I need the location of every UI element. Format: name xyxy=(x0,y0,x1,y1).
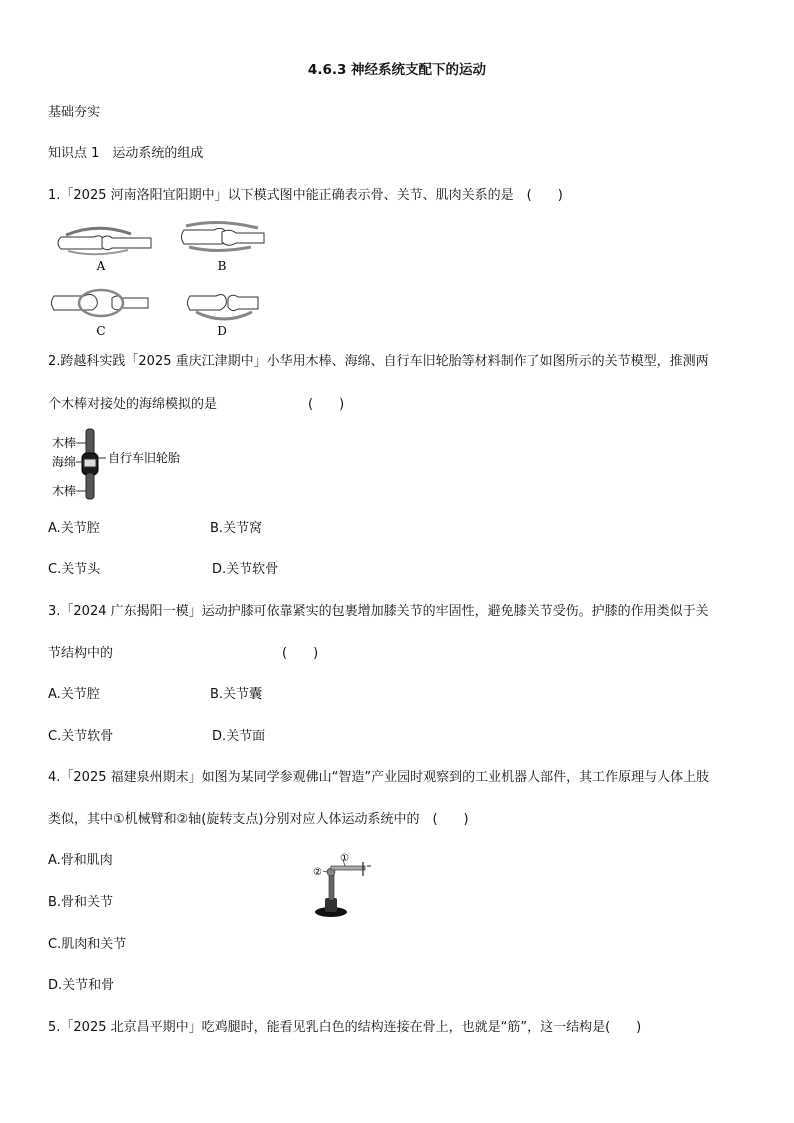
question-4-stem-line-2: 类似，其中①机械臂和②轴(旋转支点)分别对应人体运动系统中的 ( ) xyxy=(48,812,469,827)
label-arm-number: ① xyxy=(340,853,349,864)
question-3-option-b: B.关节囊 xyxy=(210,687,263,702)
question-3-option-a: A.关节腔 xyxy=(48,687,100,702)
label-axis-number: ② xyxy=(313,867,322,878)
question-5-stem: 5.「2025 北京昌平期中」吃鸡腿时，能看见乳白色的结构连接在骨上，也就是“筋”，这一结构是( ) xyxy=(48,1020,642,1035)
figure-c-bones xyxy=(52,290,149,316)
figure-a-bones xyxy=(58,228,151,254)
figure-label-b: B xyxy=(217,259,227,273)
question-2-stem-line-2: 个木棒对接处的海绵模拟的是 ( ) xyxy=(48,397,345,412)
knowledge-point-heading: 知识点 1 运动系统的组成 xyxy=(48,146,204,161)
question-1-stem: 1.「2025 河南洛阳宜阳期中」以下模式图中能正确表示骨、关节、肌肉关系的是 ( ) xyxy=(48,188,563,203)
question-3-stem-line-1: 3.「2024 广东揭阳一模」运动护膝可依靠紧实的包裹增加膝关节的牢固性，避免膝关节受伤。护膝的作用类似于关 xyxy=(48,604,709,619)
question-2-option-a: A.关节腔 xyxy=(48,521,100,536)
question-2-figure xyxy=(46,425,206,503)
question-2-option-c: C.关节头 xyxy=(48,562,101,577)
question-4-option-b: B.骨和关节 xyxy=(48,895,114,910)
question-2-option-d: D.关节软骨 xyxy=(212,562,279,577)
label-bottom-stick: 木棒 xyxy=(52,484,77,498)
figure-label-c: C xyxy=(96,324,106,338)
figure-label-a: A xyxy=(96,259,106,273)
question-4-robot-figure xyxy=(305,850,380,920)
question-3-option-c: C.关节软骨 xyxy=(48,729,114,744)
sponge xyxy=(84,459,96,467)
figure-d-bones xyxy=(188,295,259,319)
page-title: 4.6.3 神经系统支配下的运动 xyxy=(307,62,487,78)
question-4-option-c: C.肌肉和关节 xyxy=(48,937,127,952)
question-3-stem-line-2: 节结构中的 ( ) xyxy=(48,646,319,661)
label-sponge: 海绵 xyxy=(52,455,77,469)
figure-label-d: D xyxy=(217,324,227,338)
lower-stick xyxy=(86,473,94,499)
question-2-stem-line-1: 2.跨越科实践「2025 重庆江津期中」小华用木棒、海绵、自行车旧轮胎等材料制作了如图所示的关节模型，推测两 xyxy=(48,354,709,369)
question-4-option-d: D.关节和骨 xyxy=(48,978,115,993)
label-tire: 自行车旧轮胎 xyxy=(108,451,181,465)
question-1-figure xyxy=(46,220,276,345)
question-3-option-d: D.关节面 xyxy=(212,729,266,744)
section-heading: 基础夯实 xyxy=(48,105,101,120)
question-4-stem-line-1: 4.「2025 福建泉州期末」如图为某同学参观佛山“智造”产业园时观察到的工业机器人部件，其工作原理与人体上肢 xyxy=(48,770,710,785)
robot-arm xyxy=(331,866,365,870)
question-2-option-b: B.关节窝 xyxy=(210,521,263,536)
label-top-stick: 木棒 xyxy=(52,436,77,450)
figure-b-bones xyxy=(182,222,265,250)
question-4-option-a: A.骨和肌肉 xyxy=(48,853,113,868)
